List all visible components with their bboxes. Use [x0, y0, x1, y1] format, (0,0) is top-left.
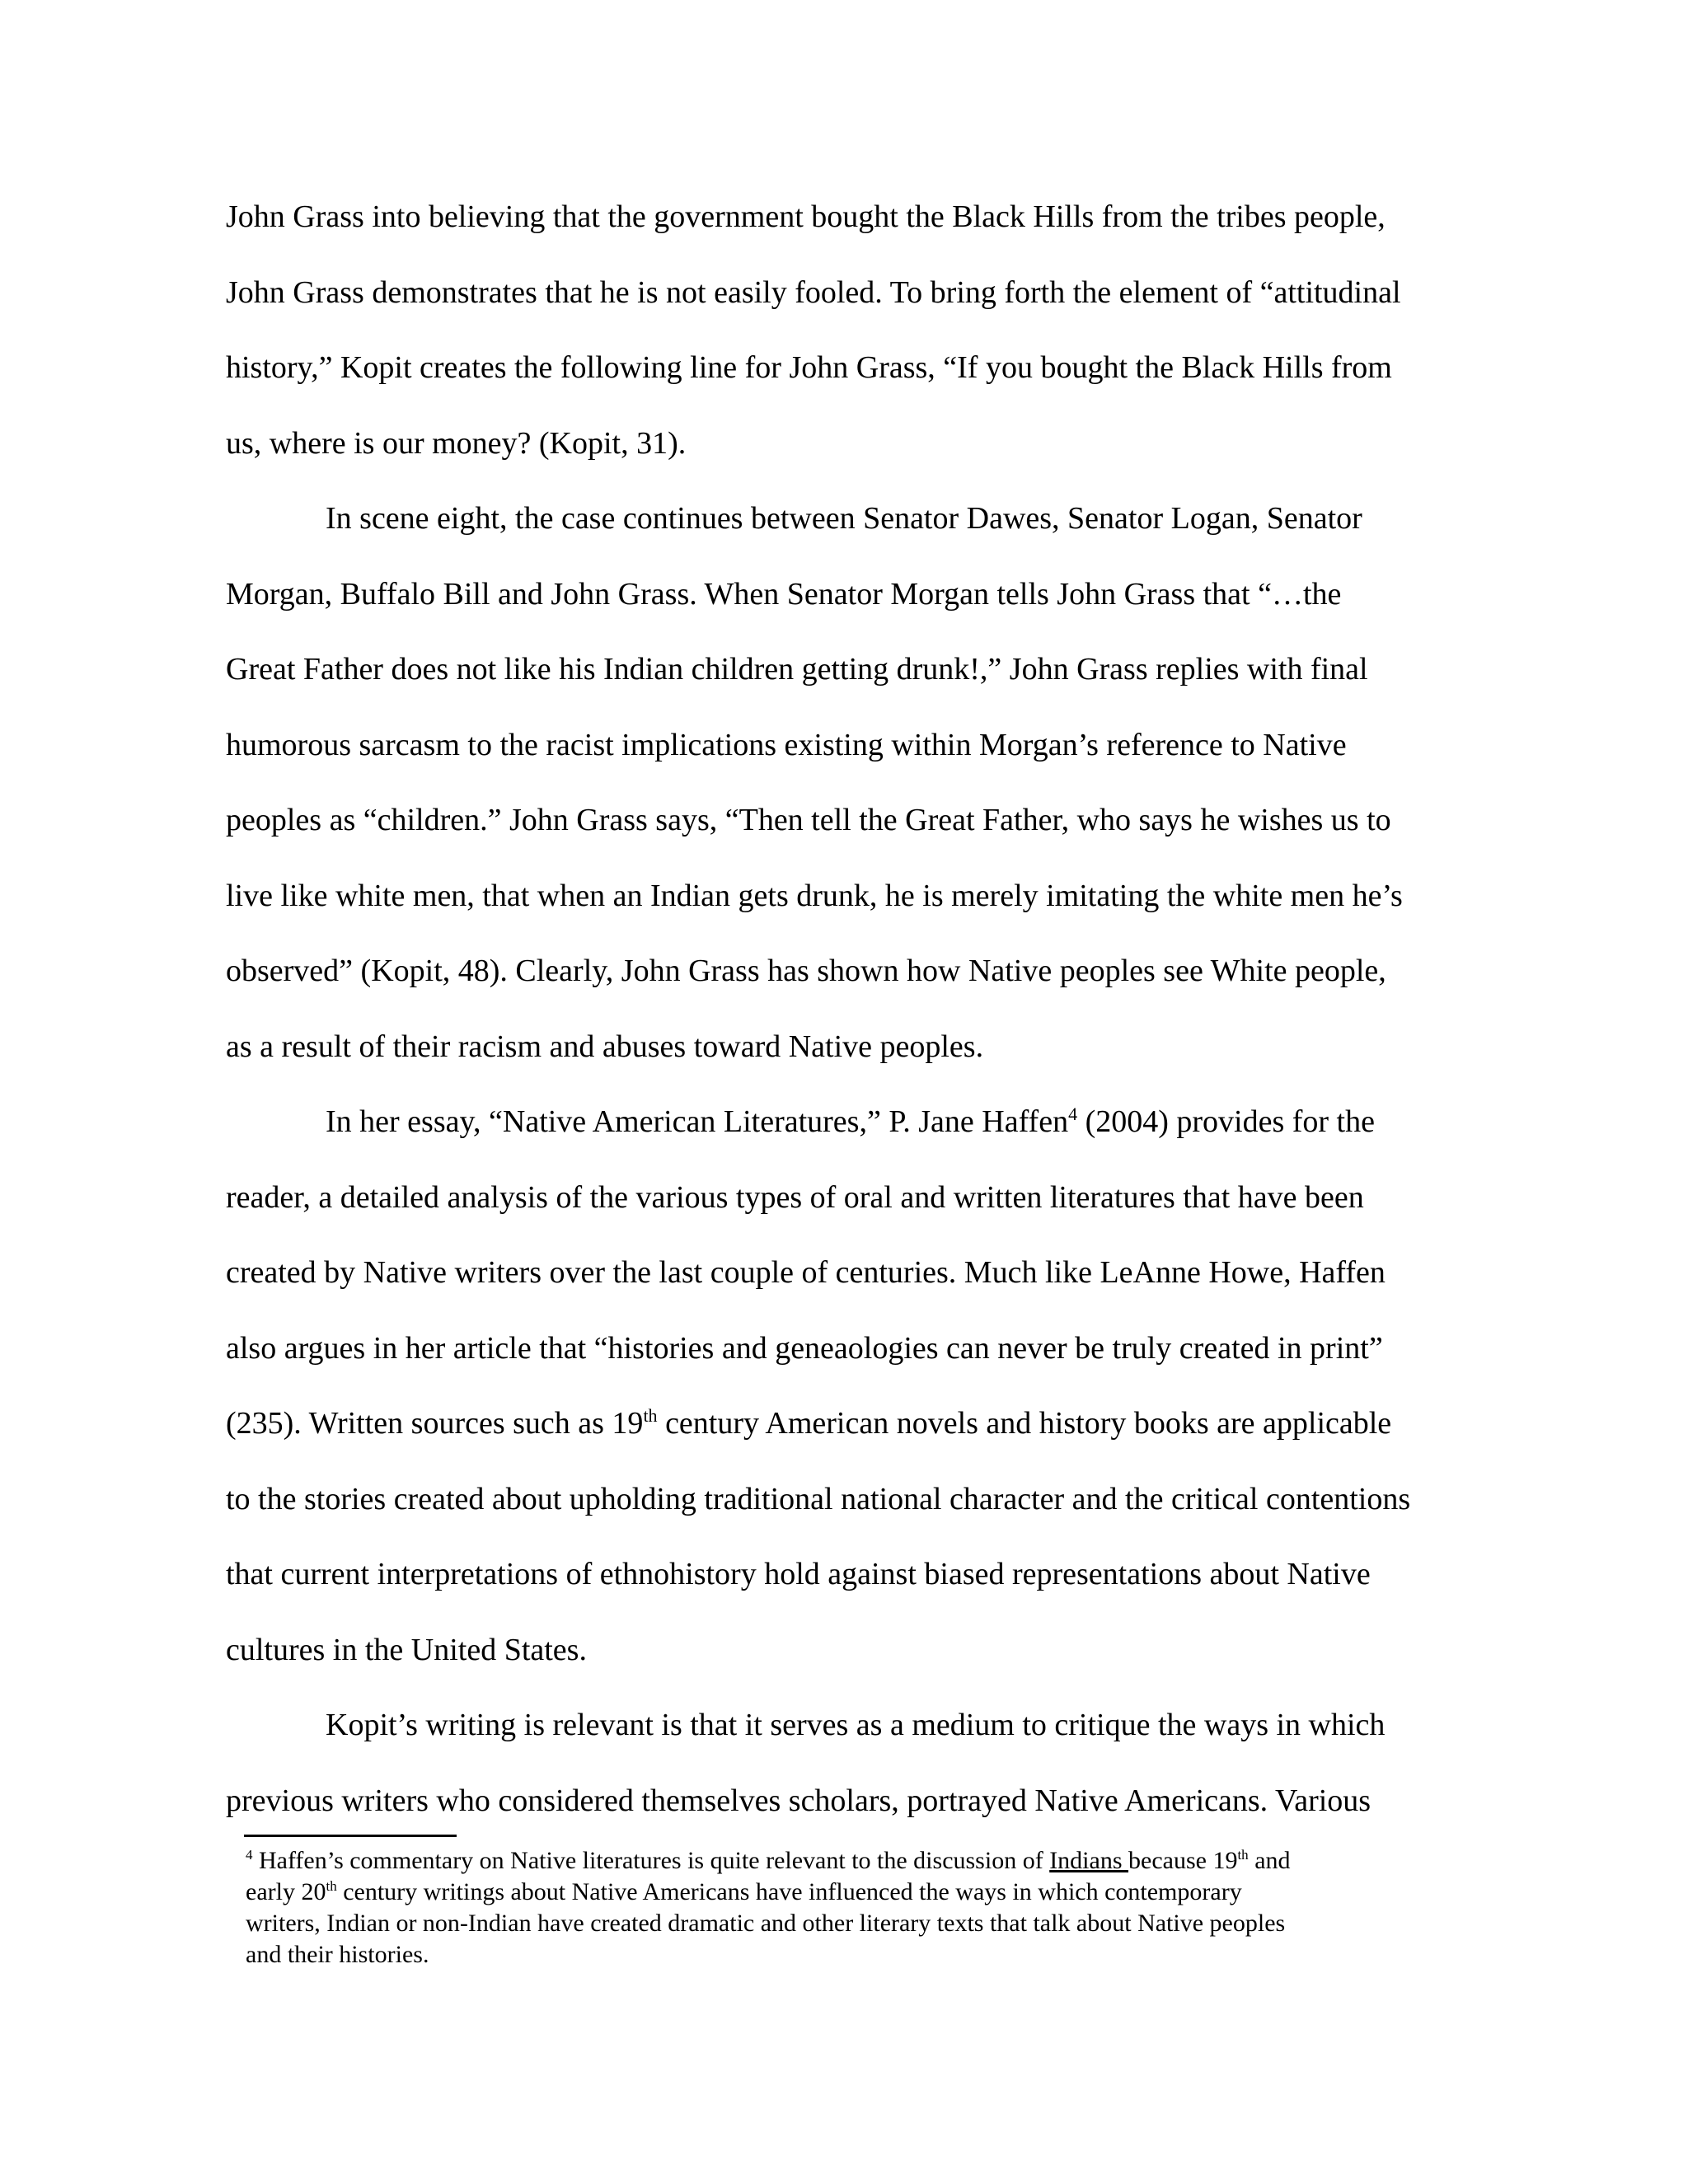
body-line: humorous sarcasm to the racist implications existing within Morgan’s reference to Native — [226, 728, 1347, 762]
body-line: as a result of their racism and abuses toward Native peoples. — [226, 1029, 984, 1064]
footnote-text: Haffen’s commentary on Native literatures is quite relevant to the discussion of — [252, 1847, 1050, 1874]
body-line: that current interpretations of ethnohistory hold against biased representations about Native — [226, 1557, 1371, 1591]
paragraph-start-line: Kopit’s writing is relevant is that it serves as a medium to critique the ways in which — [326, 1708, 1386, 1742]
body-line: John Grass into believing that the government bought the Black Hills from the tribes people, — [226, 199, 1386, 234]
paragraph-start-line — [326, 1103, 1375, 1145]
body-text: century American novels and history books are applicable — [657, 1406, 1392, 1441]
body-line: previous writers who considered themselves scholars, portrayed Native Americans. Various — [226, 1783, 1372, 1818]
body-line: Morgan, Buffalo Bill and John Grass. When Senator Morgan tells John Grass that “…the — [226, 577, 1342, 612]
title-underlined: Indians — [1049, 1847, 1129, 1874]
body-line: observed” (Kopit, 48). Clearly, John Grass has shown how Native peoples see White people, — [226, 954, 1386, 988]
body-line: live like white men, that when an Indian gets drunk, he is merely imitating the white men he’s — [226, 879, 1403, 913]
footnote-text: and — [1248, 1847, 1291, 1874]
body-line: John Grass demonstrates that he is not easily fooled. To bring forth the element of “attitudinal — [226, 275, 1401, 310]
body-line: Great Father does not like his Indian children getting drunk!,” John Grass replies with final — [226, 652, 1368, 687]
footnote-line — [246, 1846, 1291, 1879]
footnote-marker: 4 — [246, 1847, 253, 1863]
footnote-separator — [244, 1835, 457, 1837]
footnote-line: writers, Indian or non-Indian have created dramatic and other literary texts that talk about Native peoples — [246, 1910, 1286, 1937]
body-line: to the stories created about upholding traditional national character and the critical contentions — [226, 1482, 1411, 1516]
body-line: history,” Kopit creates the following line for John Grass, “If you bought the Black Hills from — [226, 350, 1392, 385]
body-line: cultures in the United States. — [226, 1633, 587, 1667]
body-line: peoples as “children.” John Grass says, “Then tell the Great Father, who says he wishes us to — [226, 803, 1391, 837]
footnote-line: and their histories. — [246, 1941, 429, 1968]
footnote-text: early 20 — [246, 1878, 326, 1905]
body-line: reader, a detailed analysis of the various types of oral and written literatures that have been — [226, 1180, 1364, 1215]
body-line — [226, 1404, 1391, 1446]
ordinal-superscript: th — [1237, 1847, 1249, 1863]
footnote-line — [246, 1877, 1242, 1910]
footnote-reference: 4 — [1068, 1104, 1078, 1124]
body-text: In her essay, “Native American Literatures,” P. Jane Haffen — [326, 1104, 1069, 1139]
body-text: (2004) provides for the — [1077, 1104, 1375, 1139]
ordinal-superscript: th — [326, 1878, 337, 1894]
body-line: us, where is our money? (Kopit, 31). — [226, 426, 687, 461]
footnote-text: century writings about Native Americans have influenced the ways in which contemporary — [336, 1878, 1242, 1905]
paragraph-start-line: In scene eight, the case continues between Senator Dawes, Senator Logan, Senator — [326, 501, 1362, 536]
body-line: created by Native writers over the last couple of centuries. Much like LeAnne Howe, Haffen — [226, 1255, 1386, 1290]
body-text: (235). Written sources such as 19 — [226, 1406, 644, 1441]
body-line: also argues in her article that “histories and geneaologies can never be truly created in print” — [226, 1331, 1383, 1366]
ordinal-superscript: th — [643, 1405, 658, 1426]
footnote-text: because 19 — [1128, 1847, 1238, 1874]
